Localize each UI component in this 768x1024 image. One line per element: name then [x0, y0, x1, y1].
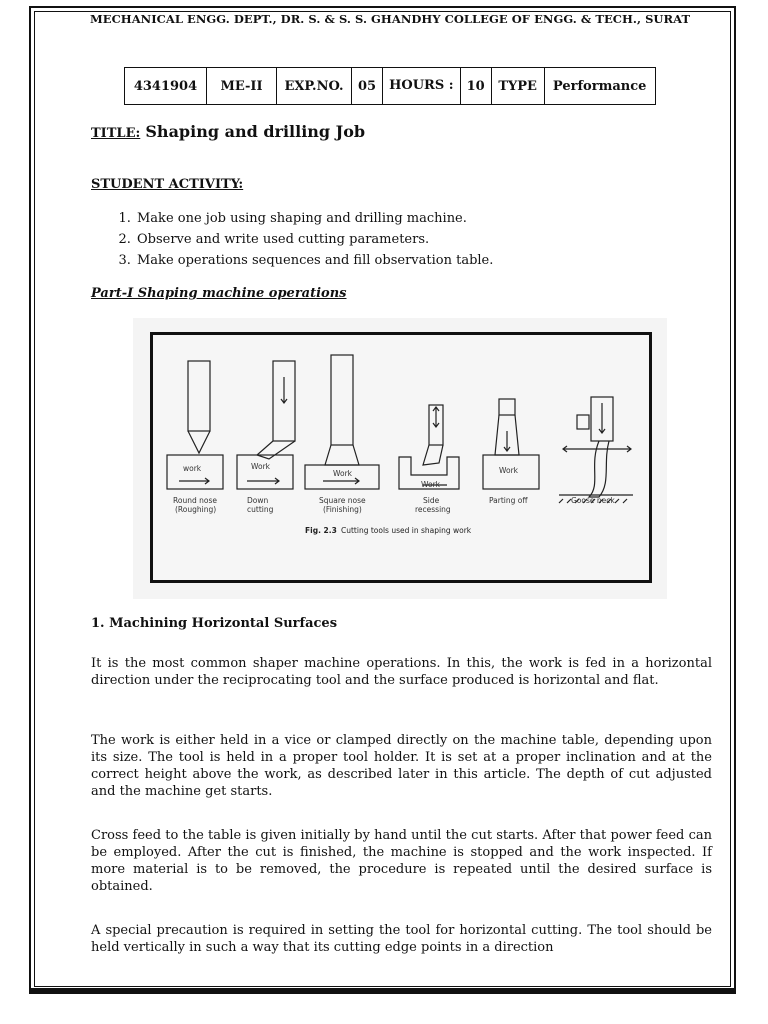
tool4-sub-label: recessing: [415, 505, 451, 514]
title-label: TITLE:: [91, 126, 141, 141]
tool2-sub-label: cutting: [247, 505, 274, 514]
type-cell: Performance: [544, 68, 655, 105]
tool2-name-label: Down: [247, 496, 269, 505]
figure-caption-text: Cutting tools used in shaping work: [341, 526, 472, 535]
page-title: [91, 122, 365, 141]
tool3-work-label: Work: [333, 469, 352, 478]
list-item: 2. Observe and write used cutting parameters.: [135, 229, 735, 250]
paragraph: The work is either held in a vice or clamped directly on the machine table, depending upon its size. The tool is held in a proper tool holder. It is set at a proper inclination and at the correct height above the work, as described later in this article. The depth of cut adjusted and the machine get starts.: [91, 733, 712, 799]
course-code-cell: 4341904: [125, 68, 207, 105]
exp-no-cell: 05: [352, 68, 383, 105]
tool5-work-label: Work: [499, 466, 518, 475]
subject-cell: ME-II: [207, 68, 277, 105]
title-value: Shaping and drilling Job: [145, 122, 366, 141]
section-heading: 1. Machining Horizontal Surfaces: [91, 616, 338, 631]
side-recessing-tool-icon: [399, 405, 459, 489]
parting-off-tool-icon: [483, 399, 539, 489]
paragraph: A special precaution is required in setting the tool for horizontal cutting. The tool should be held vertically in such a way that its cutting edge points in a direction: [91, 923, 712, 955]
tool2-work-label: Work: [251, 462, 270, 471]
figure-caption-number: Fig. 2.3: [305, 526, 337, 535]
hours-label-cell: HOURS :: [383, 68, 460, 105]
experiment-info-table: [124, 67, 656, 105]
paragraph: It is the most common shaper machine operations. In this, the work is fed in a horizontal direction under the reciprocating tool and the surface produced is horizontal and flat.: [91, 656, 712, 688]
tool3-name-label: Square nose: [319, 496, 366, 505]
type-label-cell: TYPE: [491, 68, 544, 105]
list-item: 3. Make operations sequences and fill observation table.: [135, 250, 735, 271]
hours-cell: 10: [460, 68, 491, 105]
student-activity-heading: STUDENT ACTIVITY:: [91, 177, 244, 192]
tool4-work-label: Work: [421, 480, 440, 489]
tool6-name-label: Goose neck: [571, 496, 615, 505]
tool1-name-label: Round nose: [173, 496, 217, 505]
tool1-work-label: work: [183, 464, 202, 473]
page-header: MECHANICAL ENGG. DEPT., DR. S. & S. S. GHANDHY COLLEGE OF ENGG. & TECH., SURAT: [90, 12, 691, 26]
list-item: 1. Make one job using shaping and drilling machine.: [135, 208, 735, 229]
tool3-sub-label: (Finishing): [323, 505, 362, 514]
table-row: [125, 68, 656, 105]
student-activity-list: [91, 208, 735, 271]
paragraph: Cross feed to the table is given initially by hand until the cut starts. After that power feed can be employed. After the cut is finished, the machine is stopped and the work inspected. If more material is to be removed, the procedure is repeated until the desired surface is obtained.: [91, 828, 712, 894]
tool5-name-label: Parting off: [489, 496, 528, 505]
goose-neck-tool-icon: [559, 397, 633, 503]
cutting-tools-illustration: [153, 335, 649, 580]
part1-heading: Part-I Shaping machine operations: [91, 286, 347, 301]
exp-label-cell: EXP.NO.: [277, 68, 352, 105]
tool1-sub-label: (Roughing): [175, 505, 217, 514]
page-border-bottom: [29, 990, 736, 994]
cutting-tools-figure: [150, 332, 652, 583]
tool4-name-label: Side: [423, 496, 440, 505]
